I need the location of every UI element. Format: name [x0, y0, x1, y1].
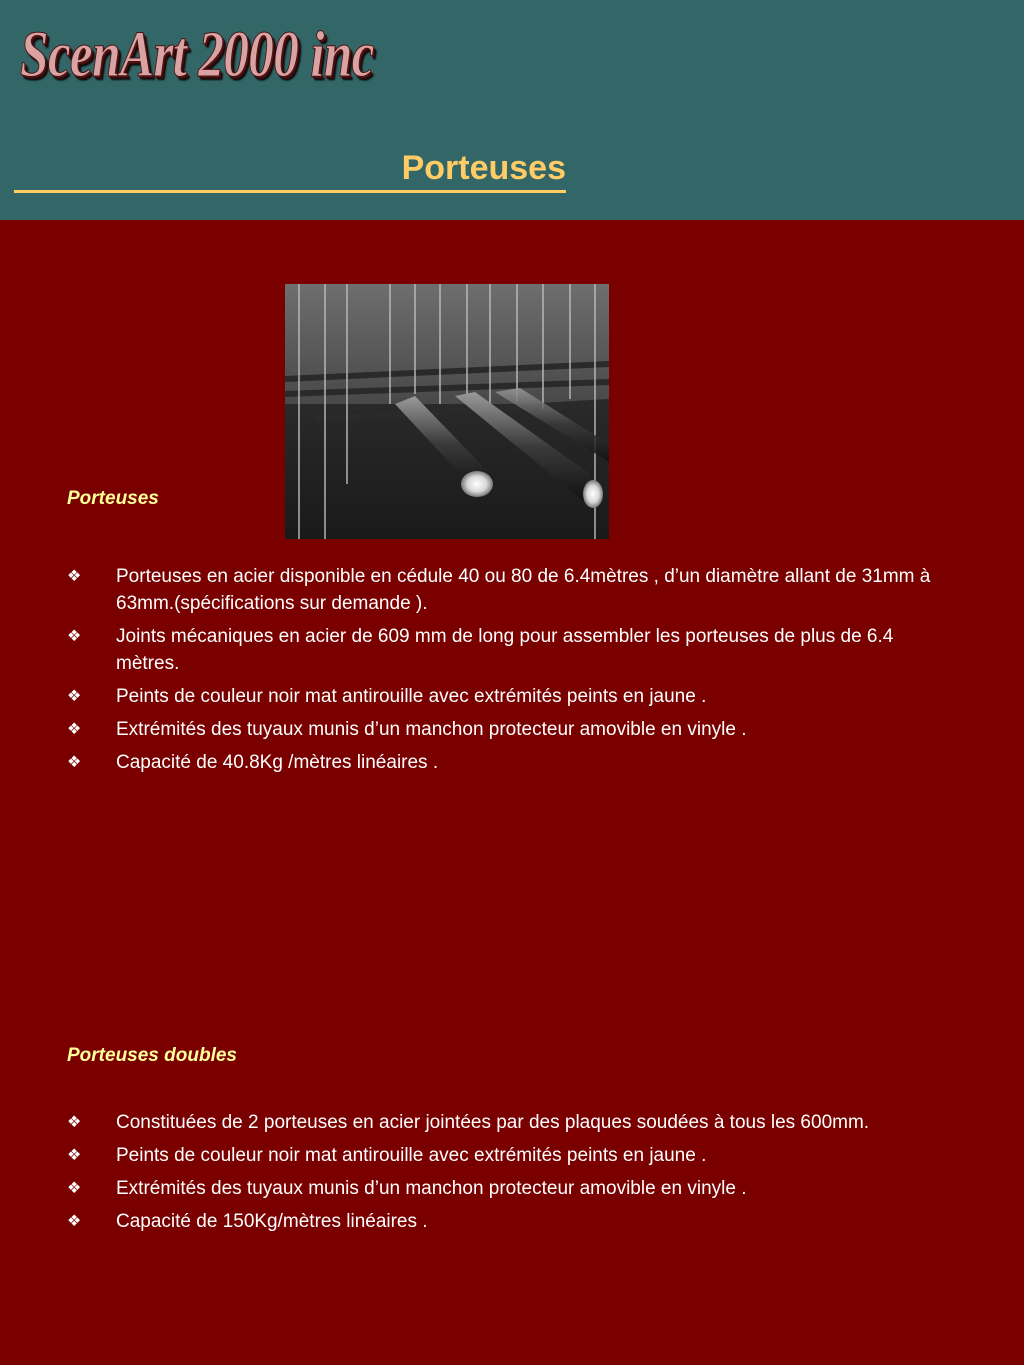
list-item: ❖ Porteuses en acier disponible en cédule 40 ou 80 de 6.4mètres , d’un diamètre allant de 31mm à 63mm.(spécifications sur demande ). [67, 563, 957, 617]
list-item: ❖ Peints de couleur noir mat antirouille avec extrémités peints en jaune . [67, 1142, 957, 1169]
section-heading-porteuses-doubles: Porteuses doubles [67, 1045, 237, 1066]
list-item: ❖ Capacité de 150Kg/mètres linéaires . [67, 1208, 957, 1235]
porteuses-list [67, 563, 957, 782]
battens-photo-image [285, 284, 609, 539]
title-underline [14, 150, 566, 193]
list-item: ❖ Extrémités des tuyaux munis d’un manchon protecteur amovible en vinyle . [67, 716, 957, 743]
diamond-bullet-icon: ❖ [67, 754, 82, 771]
diamond-bullet-icon: ❖ [67, 1114, 82, 1131]
header-bar [0, 0, 1024, 220]
diamond-bullet-icon: ❖ [67, 1180, 82, 1197]
page-title: Porteuses [401, 149, 566, 187]
battens-photo [285, 284, 609, 539]
list-item: ❖ Capacité de 40.8Kg /mètres linéaires . [67, 749, 957, 776]
list-item: ❖ Joints mécaniques en acier de 609 mm de long pour assembler les porteuses de plus de 6.4 mètres. [67, 623, 957, 677]
diamond-bullet-icon: ❖ [67, 1147, 82, 1164]
list-item: ❖ Peints de couleur noir mat antirouille avec extrémités peints en jaune . [67, 683, 957, 710]
list-item: ❖ Constituées de 2 porteuses en acier jointées par des plaques soudées à tous les 600mm. [67, 1109, 957, 1136]
company-logo: ScenArt 2000 inc [20, 18, 374, 91]
porteuses-doubles-list [67, 1109, 957, 1241]
diamond-bullet-icon: ❖ [67, 628, 82, 645]
diamond-bullet-icon: ❖ [67, 688, 82, 705]
diamond-bullet-icon: ❖ [67, 568, 82, 585]
diamond-bullet-icon: ❖ [67, 721, 82, 738]
section-heading-porteuses: Porteuses [67, 488, 159, 509]
list-item: ❖ Extrémités des tuyaux munis d’un manchon protecteur amovible en vinyle . [67, 1175, 957, 1202]
diamond-bullet-icon: ❖ [67, 1213, 82, 1230]
